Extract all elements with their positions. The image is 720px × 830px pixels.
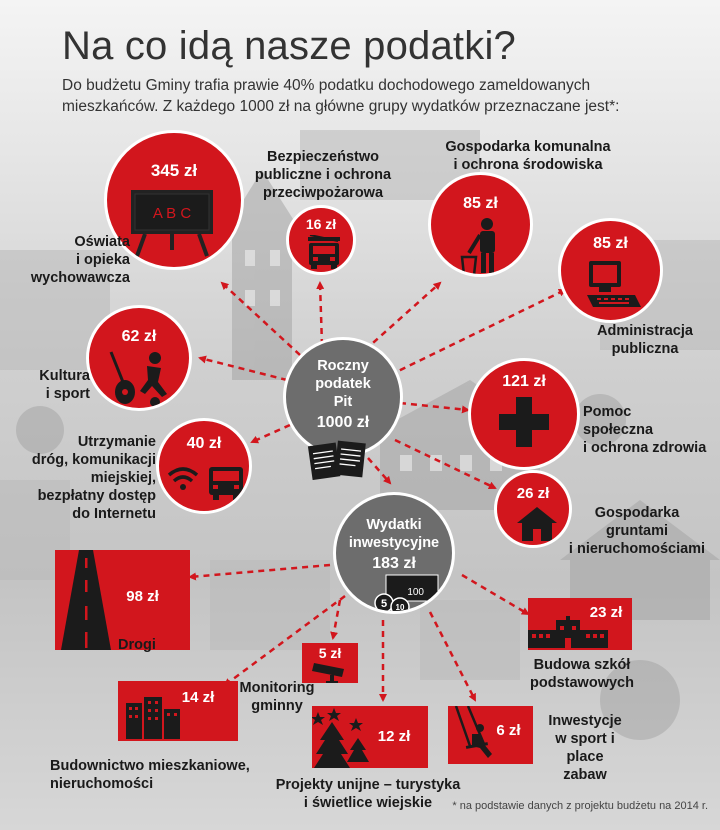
investment-schools-label: Budowa szkół podstawowych — [530, 657, 634, 691]
waste-bin-person-icon — [459, 217, 509, 277]
investment-monitoring-label: Monitoring gminny — [239, 680, 315, 714]
investment-drogi-label: Drogi — [118, 637, 156, 653]
investment-eu-projects-amount: 12 zł — [377, 728, 411, 745]
banknote-coins-icon — [370, 573, 440, 614]
house-icon — [517, 507, 557, 541]
category-safety-amount: 16 zł — [305, 216, 337, 232]
category-culture-circle — [86, 305, 192, 411]
investment-monitoring-amount: 5 zł — [318, 645, 342, 661]
investment-housing-amount: 14 zł — [181, 689, 215, 706]
category-culture-amount: 62 zł — [121, 328, 157, 345]
footnote: * na podstawie danych z projektu budżetu na 2014 r. — [452, 800, 708, 812]
center-label-line2: podatek — [315, 376, 371, 392]
category-admin-circle — [558, 218, 663, 323]
investment-label-line1: Wydatki — [366, 517, 422, 533]
school-building-icon — [528, 616, 608, 648]
center-label-line3: Pit — [333, 394, 353, 410]
investment-schools-amount: 23 zł — [589, 604, 623, 621]
category-education-amount: 345 zł — [150, 161, 198, 180]
category-municipal-amount: 85 zł — [463, 195, 498, 212]
category-health-circle — [468, 358, 580, 470]
board-text: A B C — [152, 205, 192, 222]
category-land-amount: 26 zł — [516, 485, 550, 502]
investment-eu-projects-label: Projekty unijne – turystyka i świetlice wiejskie — [275, 777, 461, 811]
center-annual-tax-circle — [283, 337, 403, 457]
category-roads-label: Utrzymanie dróg, komunikacji miejskiej, bezpłatny dostęp do Internetu — [31, 434, 156, 522]
computer-icon — [583, 259, 643, 309]
center-amount: 1000 zł — [316, 414, 370, 431]
category-safety-label: Bezpieczeństwo publiczne i ochrona przeciwpożarowa — [254, 149, 392, 201]
investment-drogi-box — [55, 550, 190, 650]
category-health-label: Pomoc społeczna i ochrona zdrowia — [583, 404, 707, 456]
category-admin-label: Administracja publiczna — [597, 323, 693, 357]
investment-label-line2: inwestycyjne — [348, 535, 440, 551]
chalkboard-icon — [127, 188, 217, 258]
page-subtitle: Do budżetu Gminy trafia prawie 40% podatku dochodowego zameldowanych mieszkańców. Z każdego 1000 zł na główne grupy wydatków przeznaczane jest*: — [62, 77, 620, 115]
center-label-line1: Roczny — [317, 358, 369, 374]
investment-sport-box — [448, 706, 533, 764]
category-municipal-label: Gospodarka komunalna i ochrona środowiska — [445, 139, 611, 173]
wifi-bus-icon — [167, 463, 247, 503]
category-admin-amount: 85 zł — [593, 235, 628, 252]
category-land-label: Gospodarka gruntami i nieruchomościami — [568, 505, 706, 557]
investment-housing-box — [118, 681, 238, 741]
coin-5-value: 5 — [380, 598, 388, 610]
category-culture-label: Kultura i sport — [39, 368, 90, 402]
investment-amount: 183 zł — [372, 555, 416, 572]
investment-drogi-amount: 98 zł — [126, 588, 159, 605]
fire-truck-icon — [304, 235, 344, 269]
investment-sport-label: Inwestycje w sport i place zabaw — [548, 713, 622, 783]
category-safety-circle — [286, 205, 356, 275]
category-roads-amount: 40 zł — [186, 435, 222, 452]
coin-10-value: 10 — [395, 603, 405, 612]
banknote-value: 100 — [407, 587, 424, 598]
tax-documents-icon — [306, 440, 368, 480]
category-municipal-circle — [428, 172, 533, 277]
category-land-circle — [494, 470, 572, 548]
medical-cross-icon — [499, 397, 549, 447]
investment-schools-box — [528, 598, 632, 650]
guitar-football-icon — [103, 348, 173, 408]
category-health-amount: 121 zł — [502, 373, 546, 390]
investment-eu-projects-box — [312, 706, 428, 768]
investment-sport-amount: 6 zł — [496, 722, 521, 739]
investment-monitoring-box — [302, 643, 358, 683]
category-education-label: Oświata i opieka wychowawcza — [30, 234, 130, 286]
page-title: Na co idą nasze podatki? — [62, 24, 516, 68]
investment-housing-label: Budownictwo mieszkaniowe, nieruchomości — [50, 758, 250, 792]
category-roads-circle — [156, 418, 252, 514]
investment-expenses-circle — [333, 492, 455, 614]
